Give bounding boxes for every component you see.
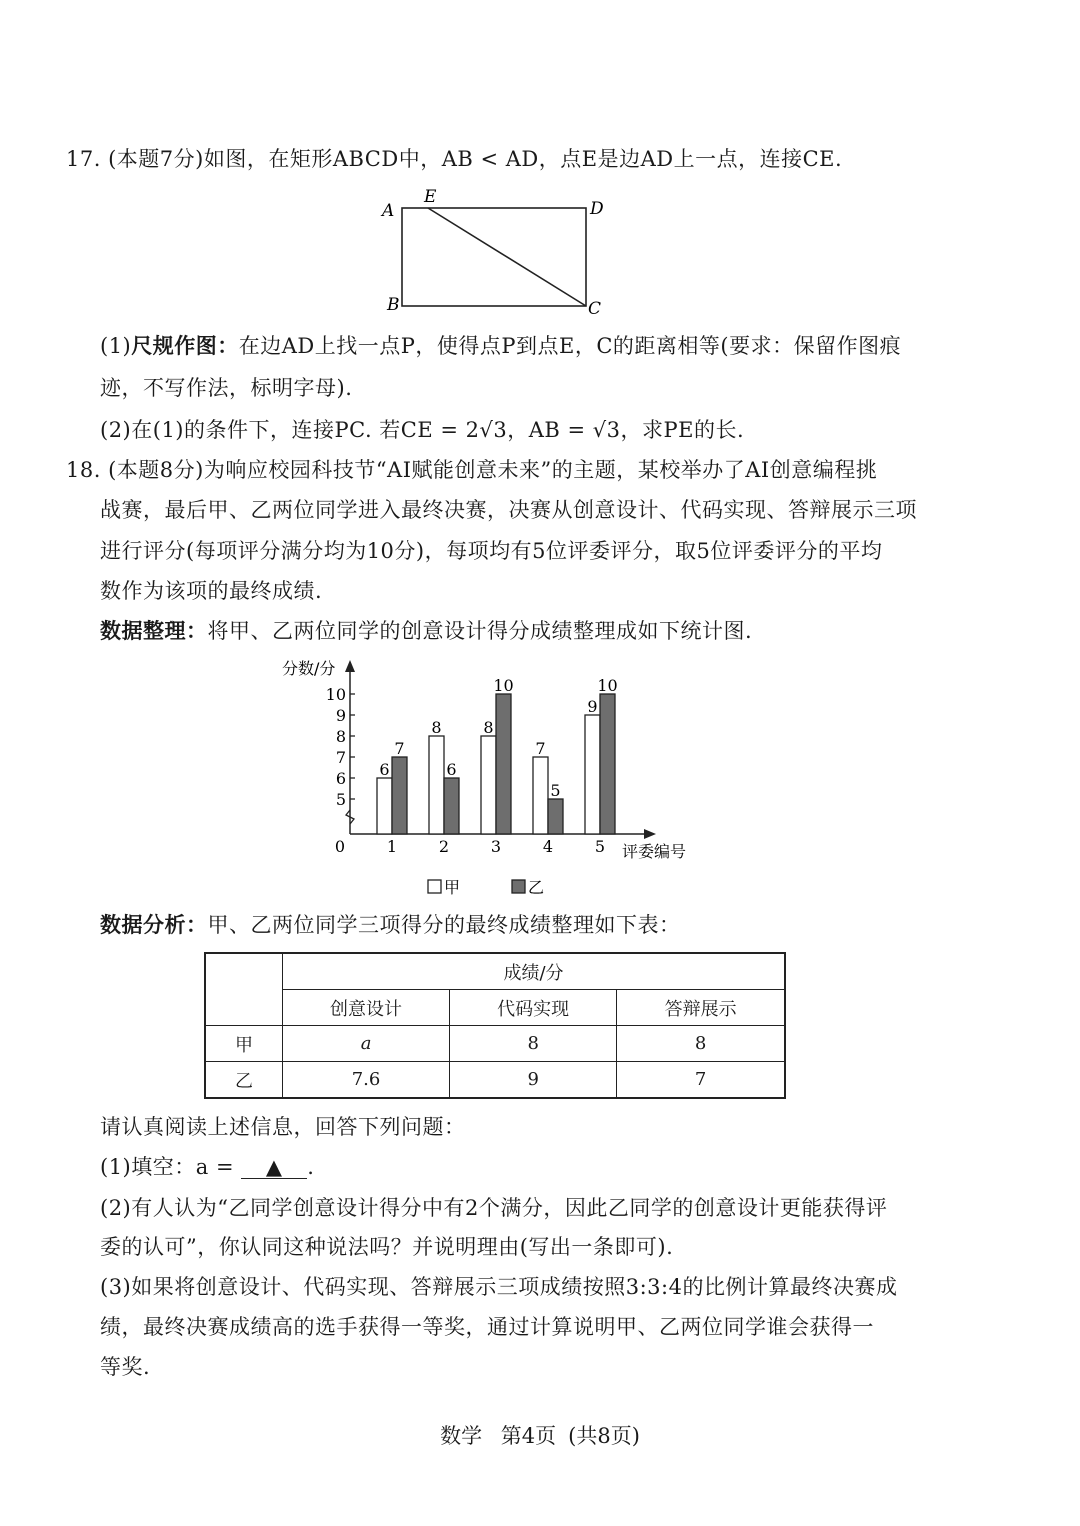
data-label: 10 (597, 676, 618, 695)
bar-乙 (548, 799, 563, 834)
q18-part3-line1: (3)如果将创意设计、代码实现、答辩展示三项成绩按照3:3:4的比例计算最终决赛成 (100, 1275, 898, 1299)
answer-blank: ▲ (241, 1156, 307, 1179)
data-label: 6 (446, 760, 457, 779)
legend-label: 甲 (444, 878, 461, 897)
label-E: E (424, 187, 437, 207)
q18-data-org: 数据整理：将甲、乙两位同学的创意设计得分成绩整理成如下统计图. (100, 619, 753, 643)
q18-data-analysis: 数据分析：甲、乙两位同学三项得分的最终成绩整理如下表： (100, 913, 681, 937)
footer-subject: 数学 (440, 1424, 483, 1448)
q18-intro-line4: 数作为该项的最终成绩. (100, 579, 323, 603)
data-label: 6 (379, 760, 390, 779)
y-tick-label: 7 (335, 748, 346, 767)
q17-part1-line2: 迹，不写作法，标明字母). (100, 376, 353, 400)
x-tick-label: 2 (438, 837, 450, 856)
x-tick-label: 3 (490, 837, 502, 856)
table-cell: 8 (617, 1026, 785, 1062)
rectangle-figure (370, 184, 620, 320)
table-cell: 7.6 (283, 1062, 450, 1099)
x-tick-label: 1 (386, 837, 398, 856)
results-table (204, 952, 786, 1099)
table-row-name: 乙 (205, 1062, 283, 1099)
q18-read-prompt: 请认真阅读上述信息，回答下列问题： (100, 1115, 466, 1139)
y-tick-label: 6 (335, 769, 346, 788)
y-axis-arrow-icon (345, 660, 355, 672)
label-D: D (590, 199, 604, 219)
table-cell: a (283, 1026, 450, 1062)
table-cell: 9 (450, 1062, 617, 1099)
bar-甲 (429, 736, 444, 834)
data-label: 8 (483, 718, 494, 737)
table-cell: 7 (617, 1062, 785, 1099)
y-axis-label: 分数/分 (282, 659, 336, 678)
q18-part2-line2: 委的认可”，你认同这种说法吗？并说明理由(写出一条即可). (100, 1235, 674, 1259)
q18-intro-line2: 战赛，最后甲、乙两位同学进入最终决赛，决赛从创意设计、代码实现、答辩展示三项 (100, 498, 917, 522)
q18-part3-line2: 绩，最终决赛成绩高的选手获得一等奖，通过计算说明甲、乙两位同学谁会获得一 (100, 1315, 874, 1339)
bar-甲 (585, 715, 600, 834)
q17-part1-line1: (1)尺规作图：在边AD上找一点P，使得点P到点E，C的距离相等(要求：保留作图痕 (100, 334, 902, 358)
data-label: 9 (587, 697, 598, 716)
table-col-code: 代码实现 (450, 990, 617, 1026)
y-tick-label: 8 (335, 727, 346, 746)
y-tick-label: 10 (325, 685, 346, 704)
bar-乙 (444, 778, 459, 834)
table-corner (205, 953, 283, 1026)
label-C: C (588, 299, 602, 319)
data-label: 7 (535, 739, 546, 758)
bar-乙 (392, 757, 407, 834)
bar-甲 (481, 736, 496, 834)
legend-swatch-乙 (512, 880, 525, 893)
bar-甲 (533, 757, 548, 834)
x-axis-arrow-icon (644, 829, 656, 839)
data-label: 10 (493, 676, 514, 695)
data-label: 8 (431, 718, 442, 737)
table-row (205, 1062, 785, 1099)
y-tick-label: 9 (335, 706, 346, 725)
legend-label: 乙 (528, 878, 545, 897)
table-cell: 8 (450, 1026, 617, 1062)
label-A: A (382, 201, 395, 221)
q18-part1: (1)填空：a = ▲ . (100, 1155, 315, 1179)
x-axis-label: 评委编号 (622, 842, 687, 861)
bar-chart (270, 652, 710, 902)
q17-stem: 17. (本题7分)如图，在矩形ABCD中，AB < AD，点E是边AD上一点，连接CE. (66, 147, 843, 171)
table-row-name: 甲 (205, 1026, 283, 1062)
footer-page: 第4页 (500, 1424, 557, 1448)
q18-intro-line1: 18. (本题8分)为响应校园科技节“AI赋能创意未来”的主题，某校举办了AI创意编程挑 (66, 458, 878, 482)
page-footer (0, 1420, 1080, 1450)
bar-甲 (377, 778, 392, 834)
table-row (205, 1026, 785, 1062)
q18-part2-line1: (2)有人认为“乙同学创意设计得分中有2个满分，因此乙同学的创意设计更能获得评 (100, 1196, 888, 1220)
table-col-creative: 创意设计 (283, 990, 450, 1026)
footer-total: (共8页) (568, 1424, 640, 1448)
table-header-group: 成绩/分 (283, 953, 786, 990)
legend-swatch-甲 (428, 880, 441, 893)
x-tick-label: 5 (594, 837, 606, 856)
x-tick-label: 4 (542, 837, 554, 856)
y-tick-label: 5 (335, 790, 346, 809)
bar-乙 (600, 694, 615, 834)
data-label: 5 (550, 781, 561, 800)
table-col-defense: 答辩展示 (617, 990, 785, 1026)
label-B: B (387, 295, 400, 315)
q18-part3-line3: 等奖. (100, 1355, 151, 1379)
q17-part2: (2)在(1)的条件下，连接PC. 若CE = 2√3，AB = √3，求PE的长. (100, 418, 745, 442)
origin-label: 0 (334, 837, 346, 856)
q18-intro-line3: 进行评分(每项评分满分均为10分)，每项均有5位评委评分，取5位评委评分的平均 (100, 539, 883, 563)
data-label: 7 (394, 739, 405, 758)
bar-乙 (496, 694, 511, 834)
